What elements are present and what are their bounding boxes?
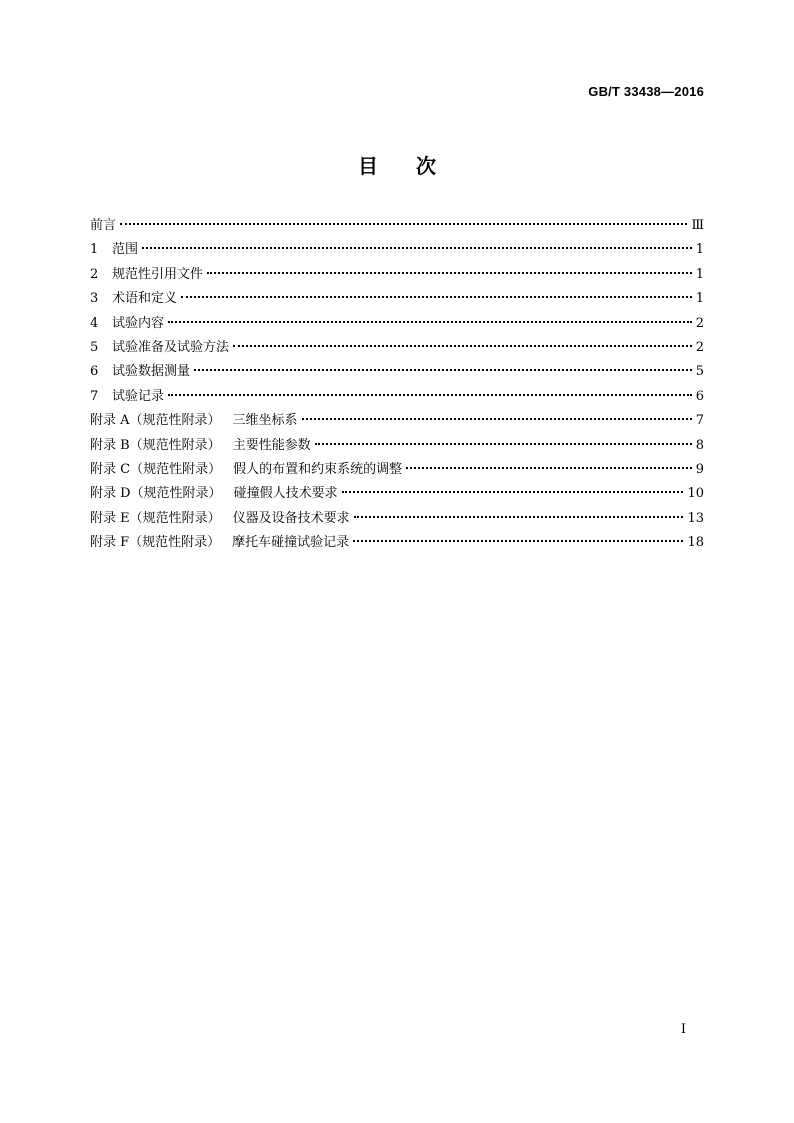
toc-entry-page: 18: [687, 535, 704, 551]
toc-entry-label: 5 试验准备及试验方法: [90, 339, 230, 355]
toc-entry-1[interactable]: [90, 238, 704, 262]
toc-entry-page: 8: [695, 437, 704, 453]
toc-entry-annex-f[interactable]: [90, 531, 704, 555]
toc-entry-3[interactable]: [90, 287, 704, 311]
toc-entry-annex-d[interactable]: [90, 482, 704, 506]
toc-entry-5[interactable]: [90, 336, 704, 360]
toc-entry-6[interactable]: [90, 360, 704, 384]
toc-entry-4[interactable]: [90, 312, 704, 336]
toc-leader-dots: [194, 369, 692, 371]
toc-entry-label: 前言: [90, 218, 117, 233]
toc-leader-dots: [233, 345, 692, 347]
page-number: I: [680, 1022, 686, 1037]
page-title: 目次: [358, 154, 474, 178]
toc-entry-page: 10: [687, 486, 704, 502]
toc-entry-2[interactable]: [90, 263, 704, 287]
toc-leader-dots: [168, 321, 692, 323]
toc-entry-label: 附录 F（规范性附录） 摩托车碰撞试验记录: [90, 535, 350, 551]
toc-entry-label: 2 规范性引用文件: [90, 266, 204, 282]
toc-entry-label: 附录 B（规范性附录） 主要性能参数: [90, 437, 311, 453]
toc-leader-dots: [120, 223, 687, 225]
toc-leader-dots: [168, 394, 692, 396]
toc-leader-dots: [354, 516, 684, 518]
toc-leader-dots: [207, 272, 692, 274]
toc-entry-page: 1: [695, 266, 704, 282]
toc-entry-label: 附录 C（规范性附录） 假人的布置和约束系统的调整: [90, 461, 403, 477]
toc-entry-page: 13: [687, 510, 704, 526]
toc-entry-annex-c[interactable]: [90, 458, 704, 482]
toc-entry-page: 1: [695, 242, 704, 258]
toc-leader-dots: [315, 443, 692, 445]
toc-entry-page: 5: [695, 364, 704, 380]
toc-entry-label: 附录 A（规范性附录） 三维坐标系: [90, 413, 298, 429]
toc-leader-dots: [142, 247, 692, 249]
toc-entry-page: Ⅲ: [691, 218, 704, 233]
toc-entry-annex-a[interactable]: [90, 409, 704, 433]
toc-leader-dots: [181, 296, 692, 298]
toc-entry-label: 7 试验记录: [90, 388, 165, 404]
toc-leader-dots: [302, 418, 692, 420]
toc-entry-label: 4 试验内容: [90, 315, 165, 331]
standard-code: GB/T 33438—2016: [588, 84, 704, 99]
toc-entry-page: 2: [695, 315, 704, 331]
toc-leader-dots: [406, 467, 692, 469]
toc-leader-dots: [353, 540, 683, 542]
toc-entry-label: 附录 D（规范性附录） 碰撞假人技术要求: [90, 486, 338, 502]
toc-entry-page: 9: [695, 461, 704, 477]
toc-entry-label: 6 试验数据测量: [90, 364, 191, 380]
toc-entry-label: 3 术语和定义: [90, 291, 178, 307]
toc-entry-preface[interactable]: [90, 214, 704, 238]
toc-entry-7[interactable]: [90, 385, 704, 409]
toc-entry-annex-e[interactable]: [90, 507, 704, 531]
toc-entry-page: 2: [695, 339, 704, 355]
toc-entry-annex-b[interactable]: [90, 434, 704, 458]
toc-entry-page: 7: [695, 413, 704, 429]
toc-entry-label: 附录 E（规范性附录） 仪器及设备技术要求: [90, 510, 350, 526]
toc-entry-page: 6: [695, 388, 704, 404]
toc-entry-page: 1: [695, 291, 704, 307]
toc-leader-dots: [342, 491, 684, 493]
table-of-contents: [90, 214, 704, 555]
toc-entry-label: 1 范围: [90, 242, 139, 258]
